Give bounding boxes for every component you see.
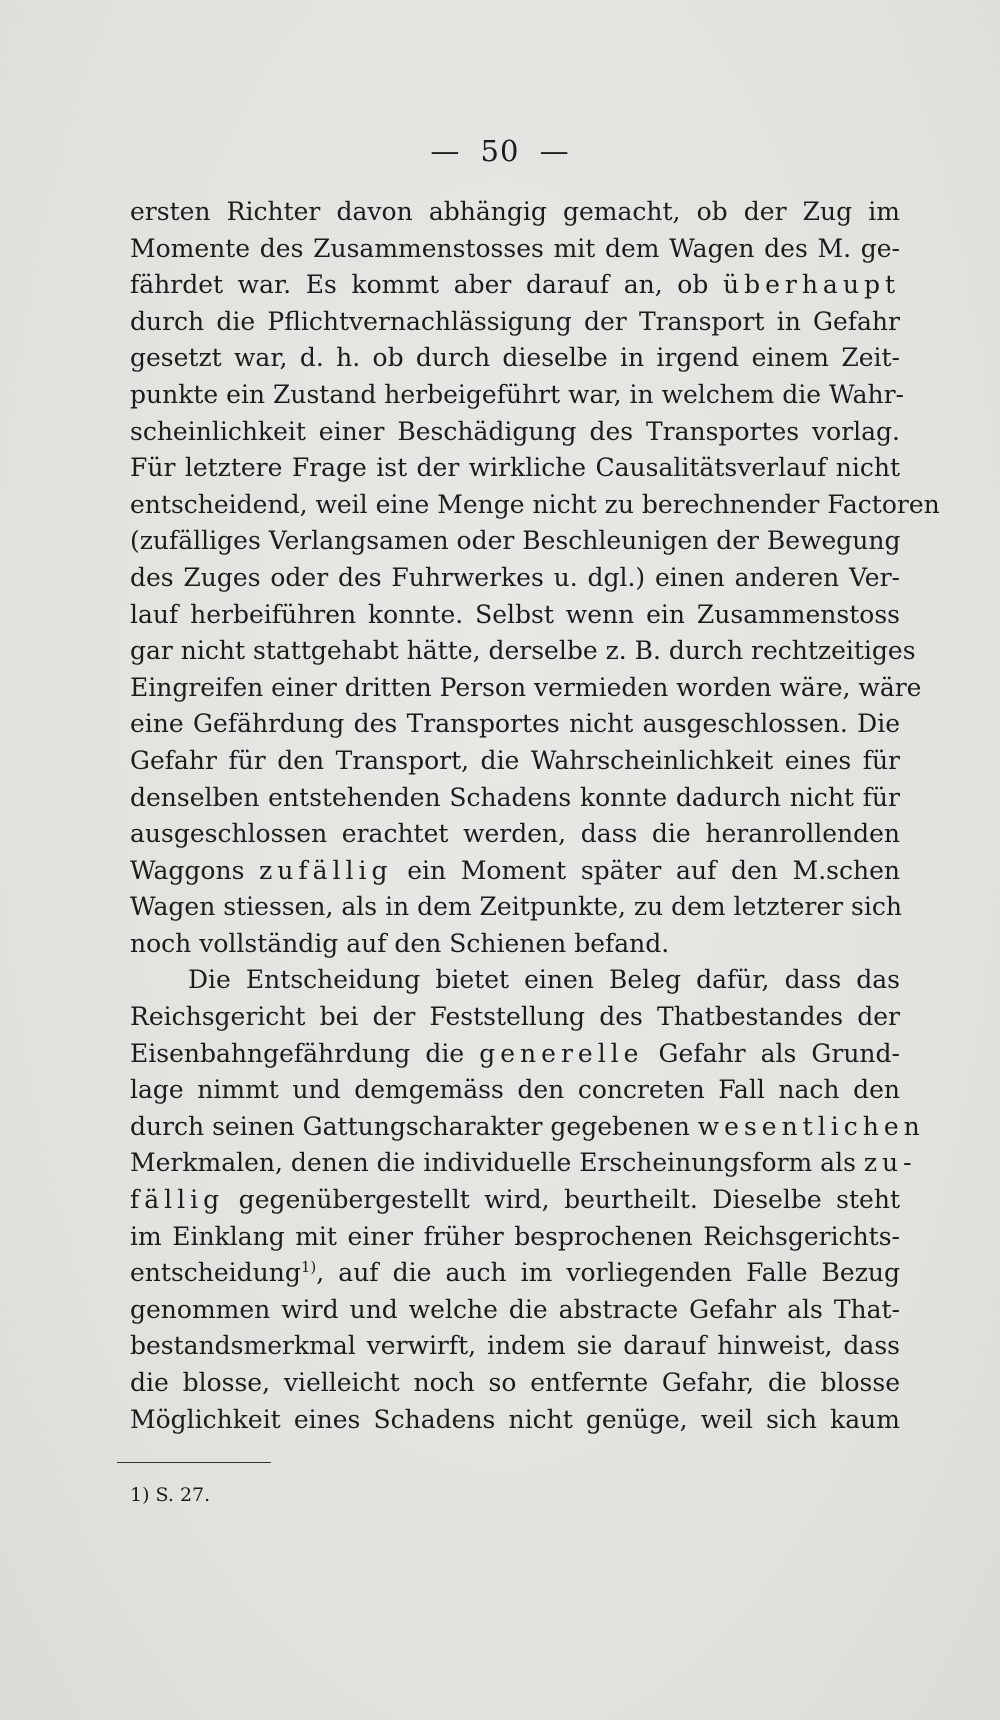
- footnote-divider: [117, 1462, 271, 1463]
- line-text: Gefahr als Grund-: [643, 1038, 900, 1068]
- line-text: Für letztere Frage ist der wirkliche Causalitätsverlauf nicht: [130, 453, 900, 483]
- line-text: lage nimmt und demgemäss den concreten Fall nach den: [130, 1075, 900, 1105]
- line-text: gegenübergestellt wird, beurtheilt. Dieselbe steht: [224, 1185, 900, 1215]
- text-line: [130, 816, 900, 853]
- text-line: [130, 926, 900, 963]
- line-text: durch seinen Gattungscharakter gegebenen: [130, 1111, 698, 1141]
- text-line: [130, 706, 900, 743]
- text-line: [130, 377, 904, 414]
- line-text: durch die Pflichtvernachlässigung der Transport in Gefahr: [130, 306, 900, 336]
- line-text: Reichsgericht bei der Feststellung des Thatbestandes der: [130, 1002, 900, 1032]
- spaced-emphasis: zufällig: [259, 855, 393, 885]
- line-text: Eingreifen einer dritten Person vermieden worden wäre, wäre: [130, 672, 922, 702]
- footnote: 1) S. 27.: [130, 1484, 211, 1506]
- text-line: [130, 487, 940, 524]
- line-text: des Zuges oder des Fuhrwerkes u. dgl.) einen anderen Ver-: [130, 562, 900, 592]
- spaced-emphasis: fällig: [130, 1185, 225, 1215]
- text-line: [130, 340, 900, 377]
- text-line: [130, 999, 900, 1036]
- text-line: [130, 194, 900, 231]
- line-text: ausgeschlossen erachtet werden, dass die heranrollenden: [130, 819, 900, 849]
- line-text: noch vollständig auf den Schienen befand.: [130, 928, 670, 958]
- line-text: Merkmalen, denen die individuelle Erscheinungsform als: [130, 1148, 864, 1178]
- text-line: [130, 1182, 900, 1219]
- line-text: , auf die auch im vorliegenden Falle Bezug: [316, 1258, 900, 1288]
- footnote-marker: 1): [300, 1258, 317, 1277]
- body-text: [130, 194, 940, 1438]
- line-text: Die Entscheidung bietet einen Beleg dafür, dass das: [188, 965, 900, 995]
- line-text: punkte ein Zustand herbeigeführt war, in welchem die Wahr-: [130, 379, 904, 409]
- line-text: entscheidend, weil eine Menge nicht zu berechnender Factoren: [130, 489, 940, 519]
- spaced-emphasis: generelle: [479, 1038, 644, 1068]
- text-line: [130, 1109, 925, 1146]
- line-text: (zufälliges Verlangsamen oder Beschleunigen der Bewegung: [130, 526, 901, 556]
- text-line: [130, 523, 900, 560]
- text-line: [130, 267, 900, 304]
- page-number: — 50 —: [430, 134, 570, 168]
- text-line: [130, 304, 900, 341]
- text-line: [130, 1072, 900, 1109]
- line-text: entscheidung: [130, 1258, 301, 1288]
- text-line: [130, 597, 900, 634]
- line-text: bestandsmerkmal verwirft, indem sie darauf hinweist, dass: [130, 1331, 900, 1361]
- text-line: [130, 1036, 900, 1073]
- text-line: [130, 450, 900, 487]
- line-text: die blosse, vielleicht noch so entfernte Gefahr, die blosse: [130, 1368, 900, 1397]
- line-text: fährdet war. Es kommt aber darauf an, ob: [130, 270, 723, 300]
- text-line: [130, 1219, 900, 1256]
- line-text: scheinlichkeit einer Beschädigung des Transportes vorlag.: [130, 416, 900, 446]
- line-text: Wagen stiessen, als in dem Zeitpunkte, zu dem letzterer sich: [130, 892, 902, 922]
- line-text: eine Gefährdung des Transportes nicht ausgeschlossen. Die: [130, 709, 900, 739]
- text-line: [130, 231, 900, 268]
- text-line: [130, 780, 900, 817]
- line-text: ersten Richter davon abhängig gemacht, ob der Zug im: [130, 197, 900, 226]
- line-text: denselben entstehenden Schadens konnte dadurch nicht für: [130, 782, 900, 812]
- line-text: Waggons: [130, 855, 260, 885]
- spaced-emphasis: zu-: [863, 1148, 917, 1178]
- line-text: gesetzt war, d. h. ob durch dieselbe in irgend einem Zeit-: [130, 343, 900, 373]
- spaced-emphasis: wesentlichen: [697, 1111, 925, 1141]
- line-text: lauf herbeiführen konnte. Selbst wenn ein Zusammenstoss: [130, 599, 900, 629]
- line-text: Möglichkeit eines Schadens nicht genüge, weil sich kaum: [130, 1404, 900, 1434]
- line-text: gar nicht stattgehabt hätte, derselbe z. B. durch rechtzeitiges: [130, 636, 916, 666]
- text-line: [130, 670, 922, 707]
- text-line: [130, 743, 900, 780]
- line-text: genommen wird und welche die abstracte Gefahr als That-: [130, 1294, 900, 1324]
- text-line: [130, 633, 916, 670]
- text-line: [130, 853, 900, 890]
- text-line: [130, 1292, 900, 1329]
- line-text: Gefahr für den Transport, die Wahrscheinlichkeit eines für: [130, 745, 900, 775]
- line-text: Momente des Zusammenstosses mit dem Wagen des M. ge-: [130, 233, 900, 263]
- line-text: ein Moment später auf den M.schen: [392, 855, 900, 885]
- line-text: im Einklang mit einer früher besprochenen Reichsgerichts-: [130, 1221, 900, 1251]
- line-text: Eisenbahngefährdung die: [130, 1038, 480, 1068]
- text-line: [130, 889, 900, 926]
- text-line: [130, 560, 900, 597]
- spaced-emphasis: überhaupt: [722, 270, 900, 300]
- text-line: [130, 1328, 900, 1365]
- text-line: [130, 1145, 917, 1182]
- text-line: [130, 1365, 900, 1402]
- text-line: [130, 1402, 900, 1439]
- text-line: [130, 962, 900, 999]
- text-line: [130, 414, 900, 451]
- text-line: [130, 1255, 900, 1292]
